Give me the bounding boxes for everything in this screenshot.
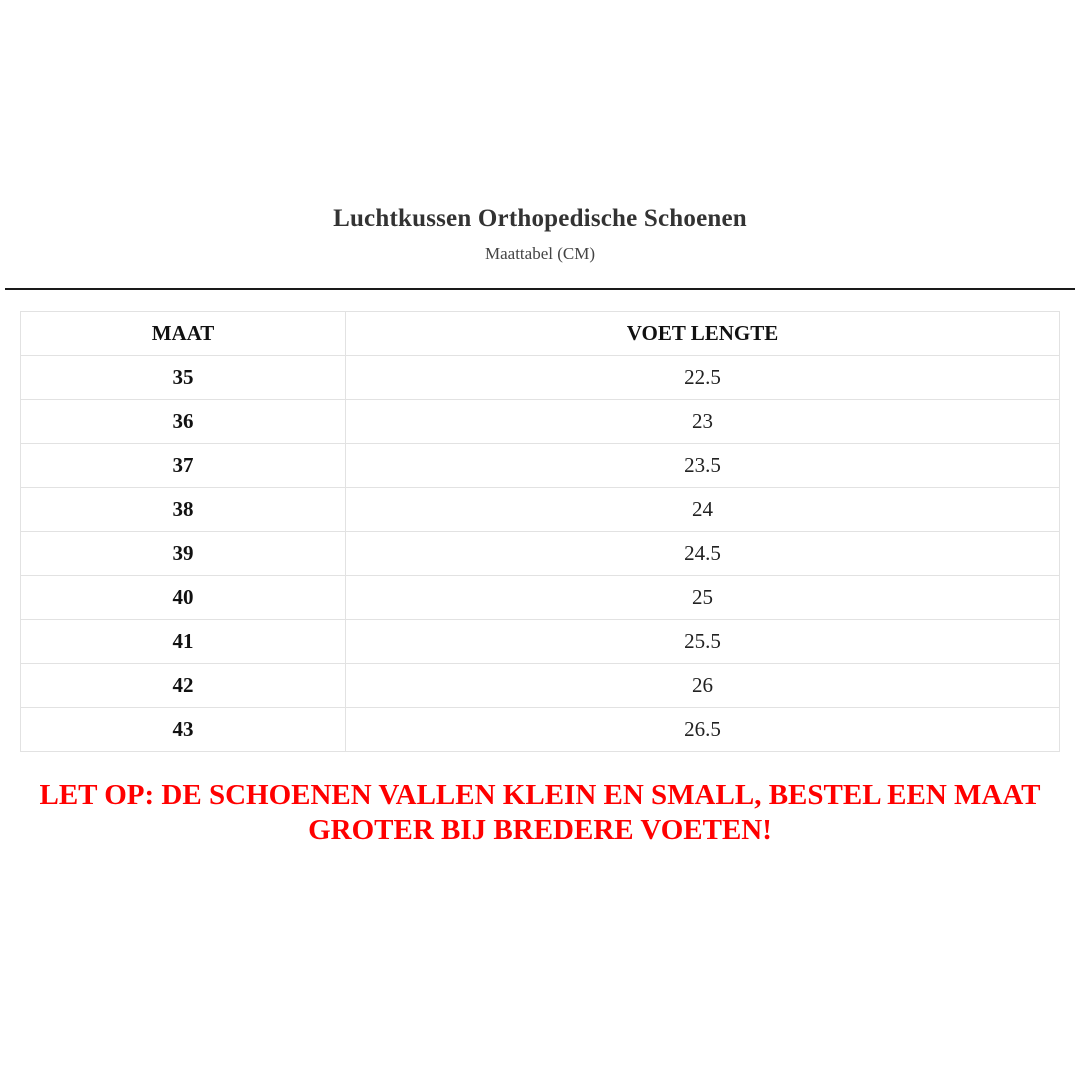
foot-length-cell: 24 [346,488,1060,532]
table-header-row [21,312,1060,356]
table-row [21,576,1060,620]
page-subtitle: Maattabel (CM) [485,244,595,263]
foot-length-cell: 24.5 [346,532,1060,576]
table-row [21,532,1060,576]
foot-length-cell: 26 [346,664,1060,708]
foot-length-cell: 25.5 [346,620,1060,664]
column-header-size: MAAT [21,312,346,356]
size-cell: 37 [21,444,346,488]
table-row [21,488,1060,532]
foot-length-cell: 25 [346,576,1060,620]
size-cell: 38 [21,488,346,532]
size-cell: 42 [21,664,346,708]
table-row [21,708,1060,752]
size-cell: 40 [21,576,346,620]
foot-length-cell: 22.5 [346,356,1060,400]
page-title: Luchtkussen Orthopedische Schoenen [333,205,747,232]
size-cell: 43 [21,708,346,752]
table-row [21,356,1060,400]
size-cell: 39 [21,532,346,576]
foot-length-cell: 23 [346,400,1060,444]
column-header-foot-length: VOET LENGTE [346,312,1060,356]
table-row [21,400,1060,444]
foot-length-cell: 23.5 [346,444,1060,488]
foot-length-cell: 26.5 [346,708,1060,752]
divider [5,288,1075,290]
table-row [21,620,1060,664]
size-cell: 36 [21,400,346,444]
size-cell: 35 [21,356,346,400]
size-cell: 41 [21,620,346,664]
table-row [21,444,1060,488]
sizing-notice: LET OP: DE SCHOENEN VALLEN KLEIN EN SMALL, BESTEL EEN MAAT GROTER BIJ BREDERE VOETEN! [39,779,1041,846]
size-table [20,311,1060,752]
table-row [21,664,1060,708]
